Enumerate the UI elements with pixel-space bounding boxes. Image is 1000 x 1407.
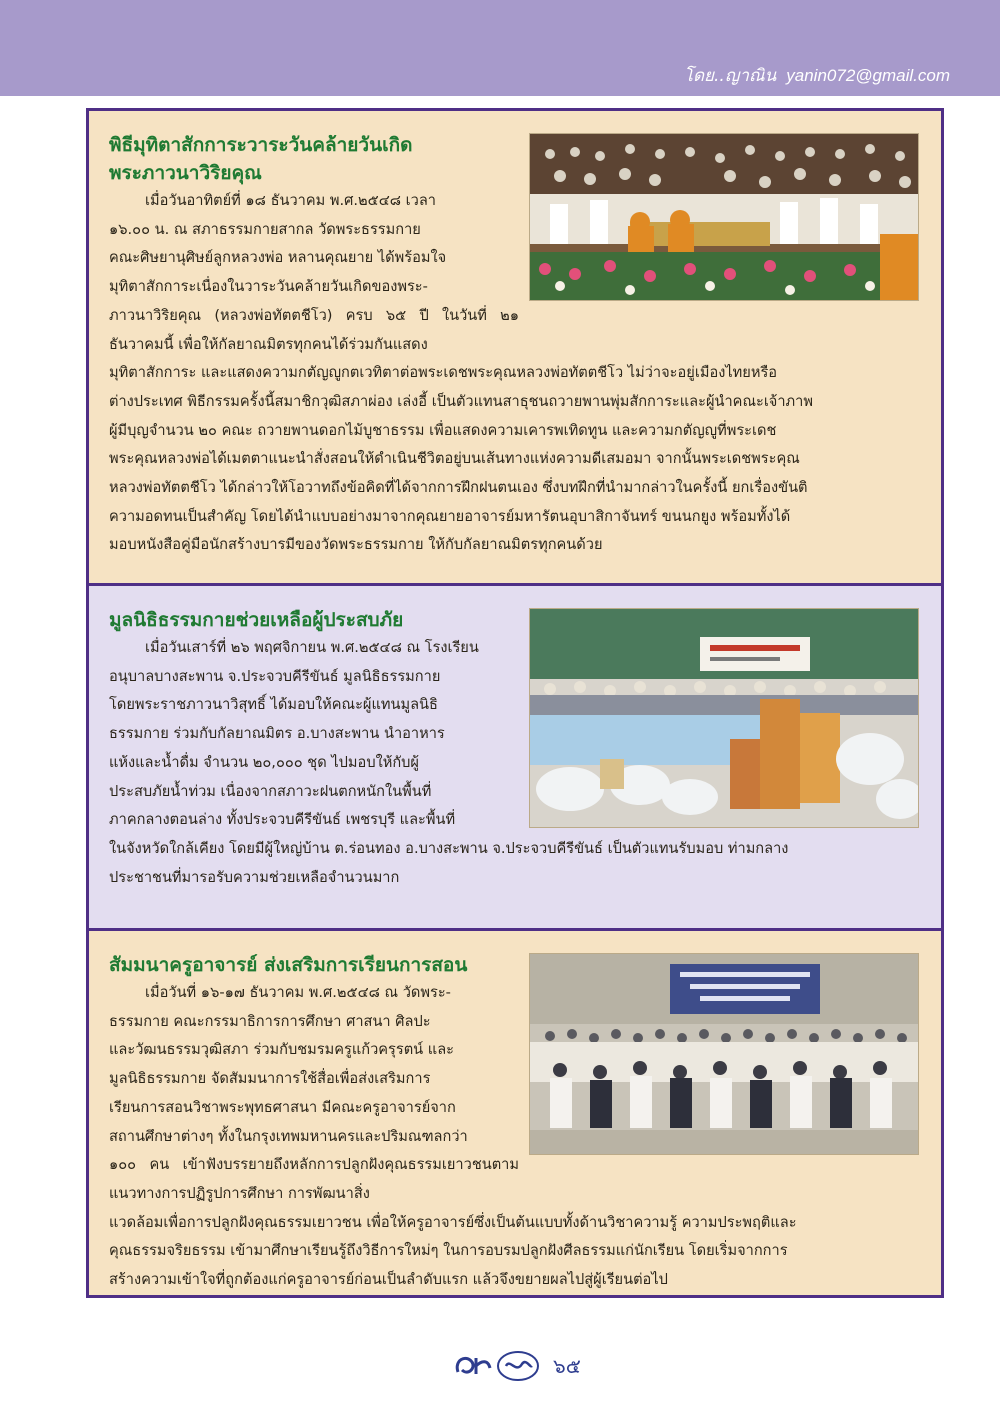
section-body-line: โดยพระราชภาวนาวิสุทธิ์ ได้มอบให้คณะผู้แทนมูลนิธิ [109, 696, 438, 714]
section-disaster-relief [89, 586, 941, 931]
relief-photo-illustration [530, 609, 918, 827]
section-body-line: คณะศิษยานุศิษย์ลูกหลวงพ่อ หลานคุณยาย ได้พร้อมใจ [109, 249, 447, 267]
section-teacher-seminar [89, 931, 941, 1295]
magazine-logo-icon [452, 1346, 548, 1382]
page-footer [0, 1340, 1000, 1390]
section-body-line: ประสบภัยน้ำท่วม เนื่องจากสภาวะฝนตกหนักในพื้นที่ [109, 782, 432, 800]
ceremony-photo-illustration [530, 134, 918, 300]
section-body-line: ต่างประเทศ พิธีกรรมครั้งนี้สมาชิกวุฒิสภาผ่อง เล่งอี้ เป็นตัวแทนสาธุชนถวายพานพุ่มสักการะและผู้นำคณะเจ้าภาพ [109, 392, 813, 410]
section-body-line: ในจังหวัดใกล้เคียง โดยมีผู้ใหญ่บ้าน ต.ร่อนทอง อ.บางสะพาน จ.ประจวบคีรีขันธ์ เป็นตัวแทนรับมอบ ท่ามกลาง [109, 839, 789, 857]
section-body-line: อนุบาลบางสะพาน จ.ประจวบคีรีขันธ์ มูลนิธิธรรมกาย [109, 667, 441, 685]
section-body-line: สร้างความเข้าใจที่ถูกต้องแก่ครูอาจารย์ก่อนเป็นลำดับแรก แล้วจึงขยายผลไปสู่ผู้เรียนต่อไป [109, 1271, 668, 1289]
section-body-line: ประชาชนที่มารอรับความช่วยเหลือจำนวนมาก [109, 868, 400, 886]
section-birthday-ceremony [89, 111, 941, 586]
photo-relief [529, 608, 919, 828]
section-body-line: มุทิตาสักการะ และแสดงความกตัญญูกตเวทิตาต่อพระเดชพระคุณหลวงพ่อทัตตชีโว ไม่ว่าจะอยู่เมืองไทยหรือ [109, 364, 778, 382]
section-body-line: ความอดทนเป็นสำคัญ โดยได้นำแบบอย่างมาจากคุณยายอาจารย์มหารัตนอุบาสิกาจันทร์ ขนนกยูง พร้อมทั้งได้ [109, 507, 791, 525]
section-body-line: ธรรมกาย ร่วมกับกัลยาณมิตร อ.บางสะพาน นำอาหาร [109, 725, 445, 743]
section-body-line: แวดล้อมเพื่อการปลูกฝังคุณธรรมเยาวชน เพื่อให้ครูอาจารย์ซึ่งเป็นต้นแบบทั้งด้านวิชาความรู้ ความประพฤติและ [109, 1213, 797, 1231]
section-body-line: ภาวนาวิริยคุณ (หลวงพ่อทัตตชีโว) ครบ ๖๕ ปี ในวันที่ ๒๑ ธันวาคมนี้ เพื่อให้กัลยาณมิตรทุกคนได้ร่วมกันแสดง [109, 306, 519, 353]
section-title: พิธีมุทิตาสักการะวาระวันคล้ายวันเกิด พระภาวนาวิริยคุณ [109, 134, 413, 184]
section-body-line: เมื่อวันที่ ๑๖-๑๗ ธันวาคม พ.ศ.๒๕๔๘ ณ วัดพระ- [145, 984, 451, 1001]
section-body-line: ธรรมกาย คณะกรรมาธิการการศึกษา ศาสนา ศิลปะ [109, 1012, 431, 1030]
section-title: สัมมนาครูอาจารย์ ส่งเสริมการเรียนการสอน [109, 954, 468, 976]
photo-seminar [529, 953, 919, 1155]
section-body-line: มอบหนังสือคู่มือนักสร้างบารมีของวัดพระธรรมกาย ให้กับกัลยาณมิตรทุกคนด้วย [109, 536, 603, 554]
section-body-line: ๑๐๐ คน เข้าฟังบรรยายถึงหลักการปลูกฝังคุณธรรมเยาวชนตามแนวทางการปฏิรูปการศึกษา การพัฒนาสิ่ง [109, 1156, 519, 1202]
seminar-photo-illustration [530, 954, 918, 1154]
section-body-line: คุณธรรมจริยธรรม เข้ามาศึกษาเรียนรู้ถึงวิธีการใหม่ๆ ในการอบรมปลูกฝังศีลธรรมแก่นักเรียน โดยเริ่มจากการ [109, 1242, 788, 1260]
photo-ceremony [529, 133, 919, 301]
section-body-line: ผู้มีบุญจำนวน ๒๐ คณะ ถวายพานดอกไม้บูชาธรรม เพื่อแสดงความเคารพเทิดทูน และความกตัญญูที่พระเดช [109, 421, 777, 439]
section-body-line: ภาคกลางตอนล่าง ทั้งประจวบคีรีขันธ์ เพชรบุรี และพื้นที่ [109, 811, 456, 829]
author-email: yanin072@gmail.com [786, 66, 950, 85]
section-title: มูลนิธิธรรมกายช่วยเหลือผู้ประสบภัย [109, 609, 404, 631]
section-body-line: และวัฒนธรรมวุฒิสภา ร่วมกับชมรมครูแก้วครุรตน์ และ [109, 1041, 454, 1059]
section-body-line: เมื่อวันเสาร์ที่ ๒๖ พฤศจิกายน พ.ศ.๒๕๔๘ ณ โรงเรียน [145, 639, 479, 656]
author-credit [684, 62, 950, 89]
section-body-line: หลวงพ่อทัตตชีโว ได้กล่าวให้โอวาทถึงข้อคิดที่ได้จากการฝึกฝนตนเอง ซึ่งบทฝึกที่นำมากล่าวในครั้งนี้ ยกเรื่องขันติ [109, 479, 808, 497]
section-body-line: มูลนิธิธรรมกาย จัดสัมมนาการใช้สื่อเพื่อส่งเสริมการ [109, 1070, 431, 1088]
section-body-line: เมื่อวันอาทิตย์ที่ ๑๘ ธันวาคม พ.ศ.๒๕๔๘ เวลา [145, 192, 436, 209]
section-body-line: มุทิตาสักการะเนื่องในวาระวันคล้ายวันเกิดของพระ- [109, 278, 428, 296]
author-name: โดย..ญาณิน [683, 66, 777, 86]
section-body-line: เรียนการสอนวิชาพระพุทธศาสนา มีคณะครูอาจารย์จาก [109, 1098, 456, 1116]
section-body-line: ๑๖.๐๐ น. ณ สภาธรรมกายสากล วัดพระธรรมกาย [109, 220, 421, 238]
content-frame [86, 108, 944, 1298]
section-body-line: สถานศึกษาต่างๆ ทั้งในกรุงเทพมหานครและปริมณฑลกว่า [109, 1127, 468, 1145]
page-number: ๖๕ [553, 1354, 581, 1378]
section-body-line: แห้งและน้ำดื่ม จำนวน ๒๐,๐๐๐ ชุด ไปมอบให้กับผู้ [109, 753, 419, 771]
section-body-line: พระคุณหลวงพ่อได้เมตตาแนะนำสั่งสอนให้ดำเนินชีวิตอยู่บนเส้นทางแห่งความดีเสมอมา จากนั้นพระเดชพระคุณ [109, 450, 800, 468]
